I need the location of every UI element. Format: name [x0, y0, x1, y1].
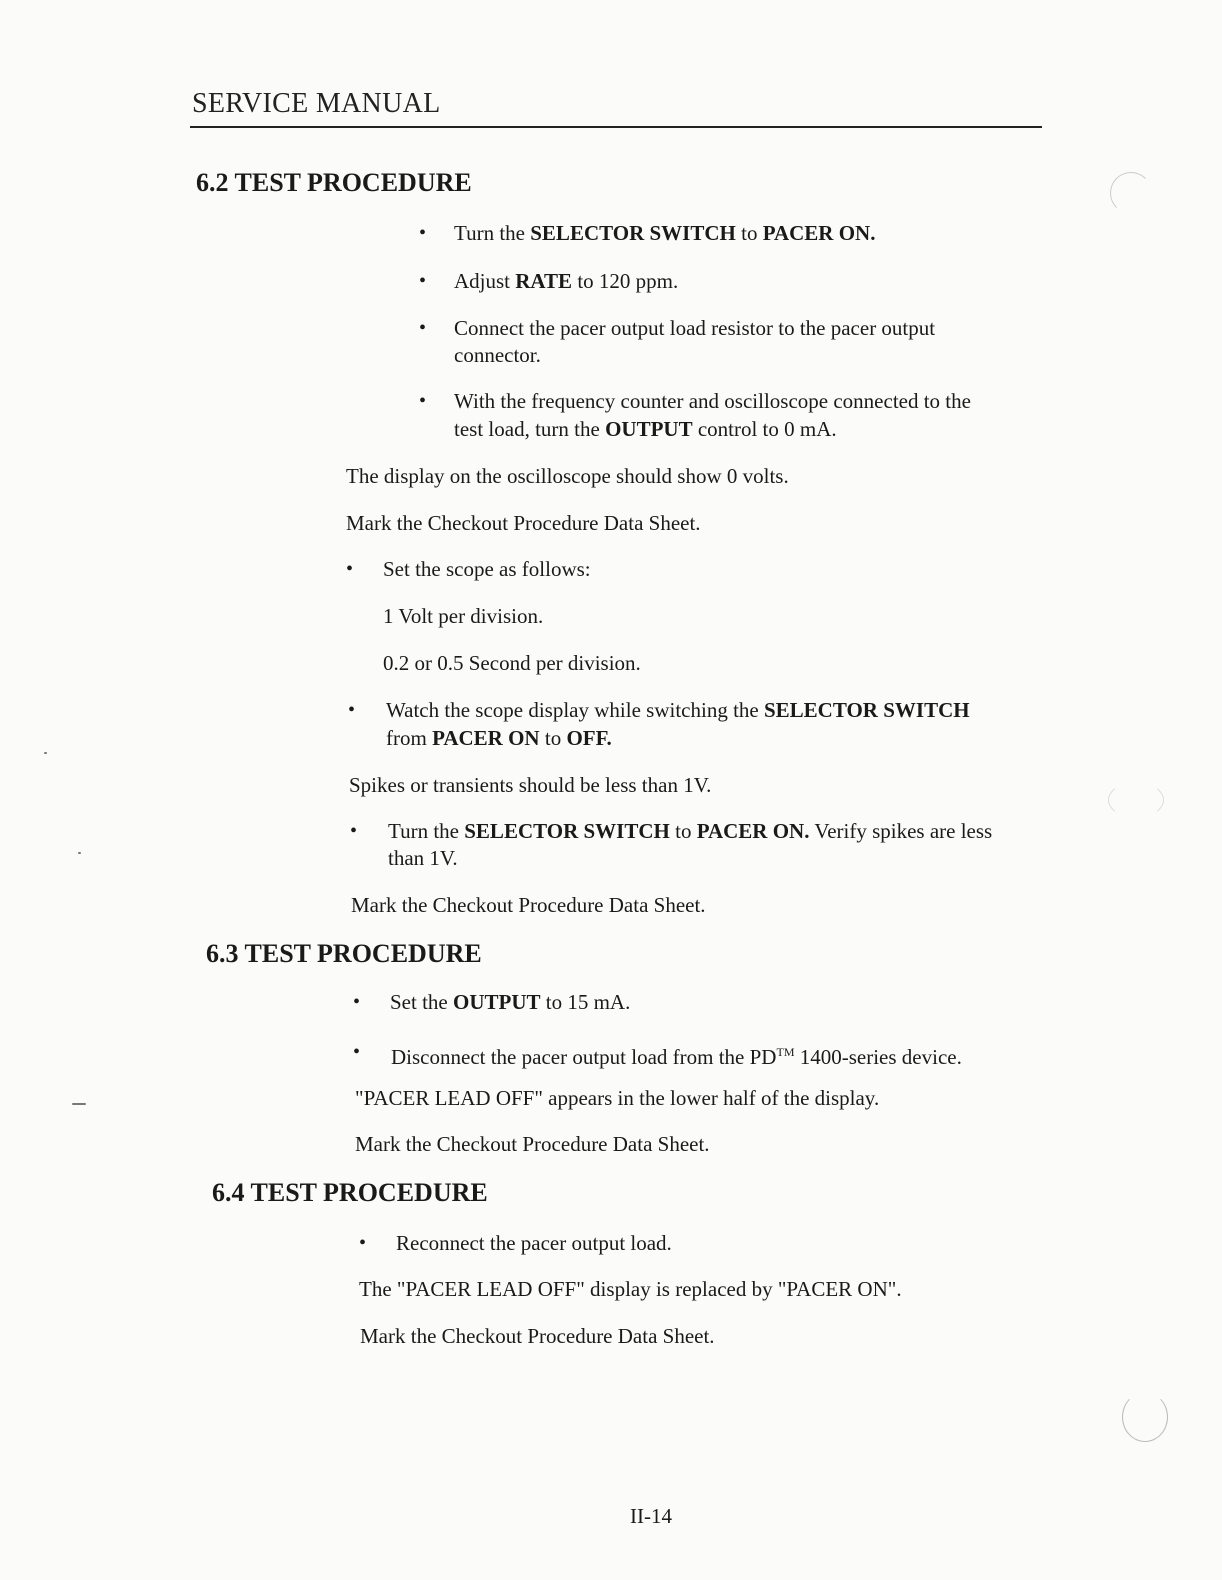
text-run: Disconnect the pacer output load from the PD: [391, 1045, 777, 1069]
section-heading-6-3: 6.3 TEST PROCEDURE: [206, 939, 482, 968]
text-run: Watch the scope display while switching the: [386, 698, 764, 722]
step-reconnect-load: [396, 1230, 672, 1257]
step-set-output-15ma: [390, 989, 630, 1016]
bold-term: RATE: [515, 269, 573, 293]
bullet-icon: •: [419, 222, 427, 244]
step-connect-load-line1: [454, 315, 935, 342]
note-pacer-on-replaces: The "PACER LEAD OFF" display is replaced by "PACER ON".: [359, 1277, 902, 1301]
bullet-icon: •: [419, 270, 427, 292]
scan-mark: [1122, 1392, 1168, 1442]
text-run: to 120 ppm.: [572, 269, 679, 293]
scan-speck: [78, 852, 81, 854]
bold-term: OFF.: [566, 726, 612, 750]
bullet-icon: •: [419, 317, 427, 339]
text-run: 1400-series device.: [794, 1045, 962, 1069]
note-pacer-lead-off: "PACER LEAD OFF" appears in the lower half of the display.: [355, 1086, 880, 1110]
bold-term: SELECTOR SWITCH: [763, 698, 970, 722]
text-run: test load, turn the: [454, 417, 606, 441]
text-run: to: [735, 221, 763, 245]
bold-term: SELECTOR SWITCH: [530, 221, 736, 245]
text-run: to 15 mA.: [540, 990, 631, 1014]
text-run: than 1V.: [388, 846, 458, 870]
bold-term: OUTPUT: [605, 417, 693, 441]
bold-term: OUTPUT: [453, 990, 541, 1014]
step-disconnect-load: [391, 1039, 962, 1071]
text-run: Set the: [390, 990, 453, 1014]
text-run: Reconnect the pacer output load.: [396, 1231, 672, 1255]
text-run: Verify spikes are less: [809, 819, 993, 843]
note-mark-data-sheet: Mark the Checkout Procedure Data Sheet.: [351, 893, 706, 917]
scan-speck: [44, 752, 47, 754]
step-verify-spikes-line2: [388, 845, 458, 872]
step-adjust-rate: [454, 268, 678, 295]
bold-term: SELECTOR SWITCH: [464, 819, 670, 843]
step-watch-scope-line2: [386, 725, 612, 752]
page-number: II-14: [630, 1504, 672, 1528]
step-output-zero-line2: [454, 416, 837, 443]
section-heading-6-2: 6.2 TEST PROCEDURE: [196, 168, 472, 197]
text-run: Set the scope as follows:: [383, 557, 591, 581]
text-run: connector.: [454, 343, 541, 367]
bullet-icon: •: [419, 390, 427, 412]
bold-term: PACER ON.: [762, 221, 876, 245]
text-run: Turn the: [454, 221, 531, 245]
bold-term: PACER ON: [432, 726, 540, 750]
text-run: control to 0 mA.: [692, 417, 837, 441]
bullet-icon: •: [346, 558, 354, 580]
bullet-icon: •: [353, 1041, 361, 1063]
text-run: to: [669, 819, 697, 843]
text-run: With the frequency counter and oscilloscope connected to the: [454, 389, 971, 413]
step-output-zero-line1: [454, 388, 971, 415]
note-spikes-less-than-1v: Spikes or transients should be less than 1V.: [349, 773, 712, 797]
scope-setting-seconds: 0.2 or 0.5 Second per division.: [383, 651, 641, 675]
trademark-mark: TM: [776, 1045, 795, 1059]
note-mark-data-sheet: Mark the Checkout Procedure Data Sheet.: [360, 1324, 715, 1348]
text-run: from: [386, 726, 433, 750]
section-heading-6-4: 6.4 TEST PROCEDURE: [212, 1178, 488, 1207]
scan-mark: [1110, 172, 1152, 214]
text-run: Adjust: [454, 269, 516, 293]
text-run: Turn the: [388, 819, 465, 843]
step-verify-spikes-line1: [388, 818, 992, 845]
bullet-icon: •: [353, 991, 361, 1013]
bold-term: PACER ON.: [696, 819, 810, 843]
scan-speck: [72, 1103, 86, 1105]
text-run: Connect the pacer output load resistor to the pacer output: [454, 316, 936, 340]
note-mark-data-sheet: Mark the Checkout Procedure Data Sheet.: [355, 1132, 710, 1156]
bullet-icon: •: [350, 820, 358, 842]
step-connect-load-line2: [454, 342, 541, 369]
bullet-icon: •: [348, 699, 356, 721]
note-display-zero-volts: The display on the oscilloscope should show 0 volts.: [346, 464, 789, 488]
manual-header-title: SERVICE MANUAL: [192, 88, 441, 119]
step-watch-scope-line1: [386, 697, 970, 724]
scope-setting-volts: 1 Volt per division.: [383, 604, 544, 628]
text-run: to: [539, 726, 567, 750]
header-rule: [190, 126, 1042, 128]
scan-mark: [1108, 782, 1164, 818]
bullet-icon: •: [359, 1232, 367, 1254]
step-selector-pacer-on: [454, 220, 875, 247]
step-set-scope: [383, 556, 591, 583]
note-mark-data-sheet: Mark the Checkout Procedure Data Sheet.: [346, 511, 701, 535]
